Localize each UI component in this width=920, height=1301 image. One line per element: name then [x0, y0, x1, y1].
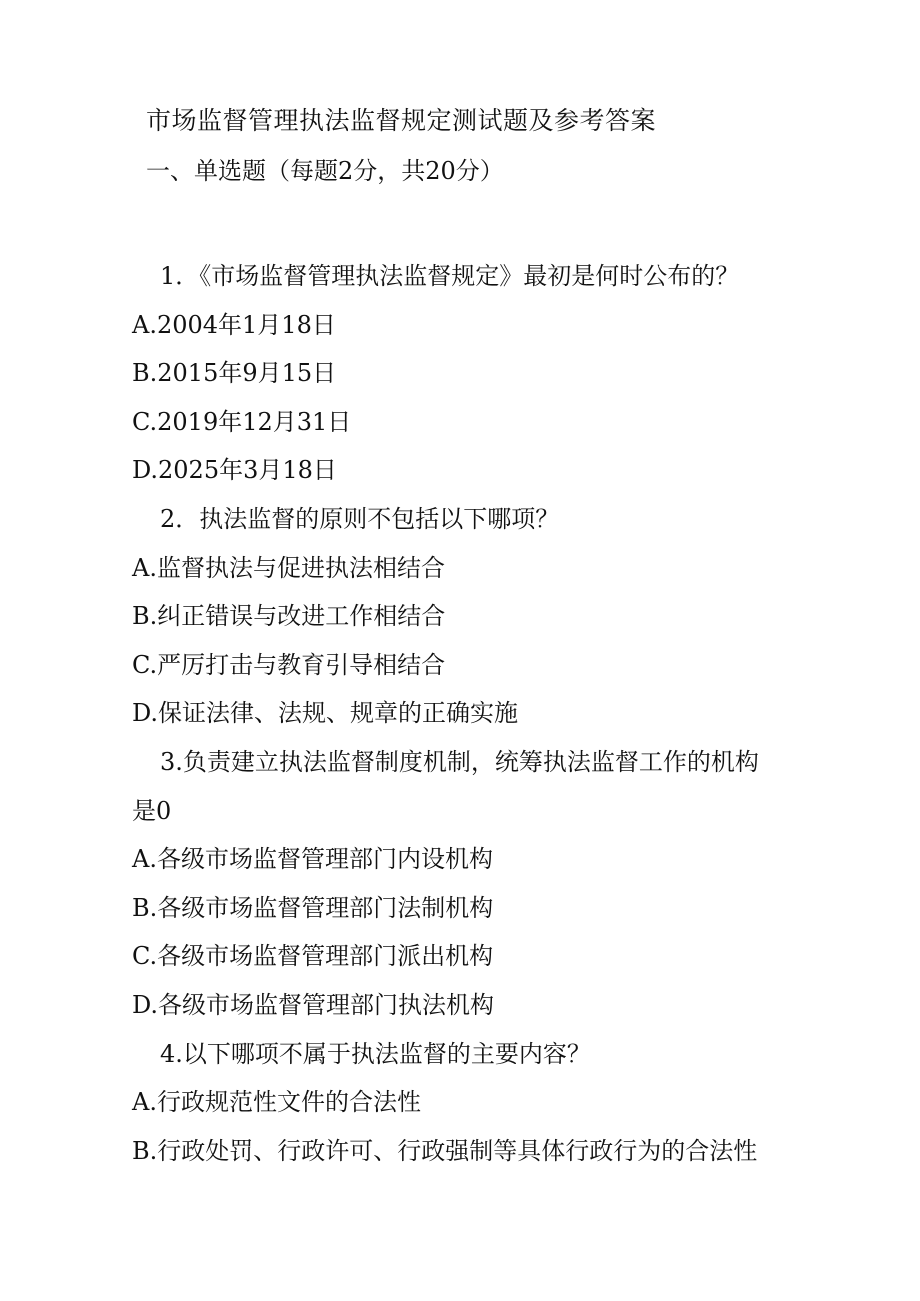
document-title: 市场监督管理执法监督规定测试题及参考答案 [146, 106, 657, 135]
answer-option-c: C.2019年12月31日 [132, 407, 352, 436]
section-heading: 一、单选题（每题2分，共20分） [146, 157, 504, 185]
question-text: 3.负责建立执法监督制度机制，统筹执法监督工作的机构 [160, 747, 759, 776]
answer-option-b: B.纠正错误与改进工作相结合 [132, 602, 446, 631]
question-text: 4.以下哪项不属于执法监督的主要内容？ [160, 1039, 591, 1068]
question-list [132, 252, 892, 1175]
question-block-2 [132, 495, 892, 738]
question-block-3 [132, 738, 892, 1030]
question-block-4 [132, 1030, 892, 1176]
answer-option-a: A.各级市场监督管理部门内设机构 [132, 845, 493, 874]
answer-option-b: B.2015年9月15日 [132, 359, 337, 388]
answer-option-a: A.行政规范性文件的合法性 [132, 1088, 421, 1117]
answer-option-a: A.监督执法与促进执法相结合 [132, 553, 445, 582]
answer-option-c: C.各级市场监督管理部门派出机构 [132, 942, 494, 971]
question-text-continuation: 是0 [132, 796, 172, 825]
question-text: 2．执法监督的原则不包括以下哪项？ [160, 504, 560, 533]
question-text: 1．《市场监督管理执法监督规定》最初是何时公布的？ [160, 262, 740, 290]
answer-option-a: A.2004年1月18日 [132, 310, 336, 339]
question-block-1 [132, 252, 892, 495]
answer-option-d: D.保证法律、法规、规章的正确实施 [132, 699, 519, 728]
answer-option-b: B.各级市场监督管理部门法制机构 [132, 893, 494, 922]
answer-option-c: C.严厉打击与教育引导相结合 [132, 650, 446, 679]
answer-option-d: D.2025年3月18日 [132, 456, 337, 485]
answer-option-d: D.各级市场监督管理部门执法机构 [132, 990, 495, 1019]
answer-option-b: B.行政处罚、行政许可、行政强制等具体行政行为的合法性 [132, 1136, 758, 1165]
